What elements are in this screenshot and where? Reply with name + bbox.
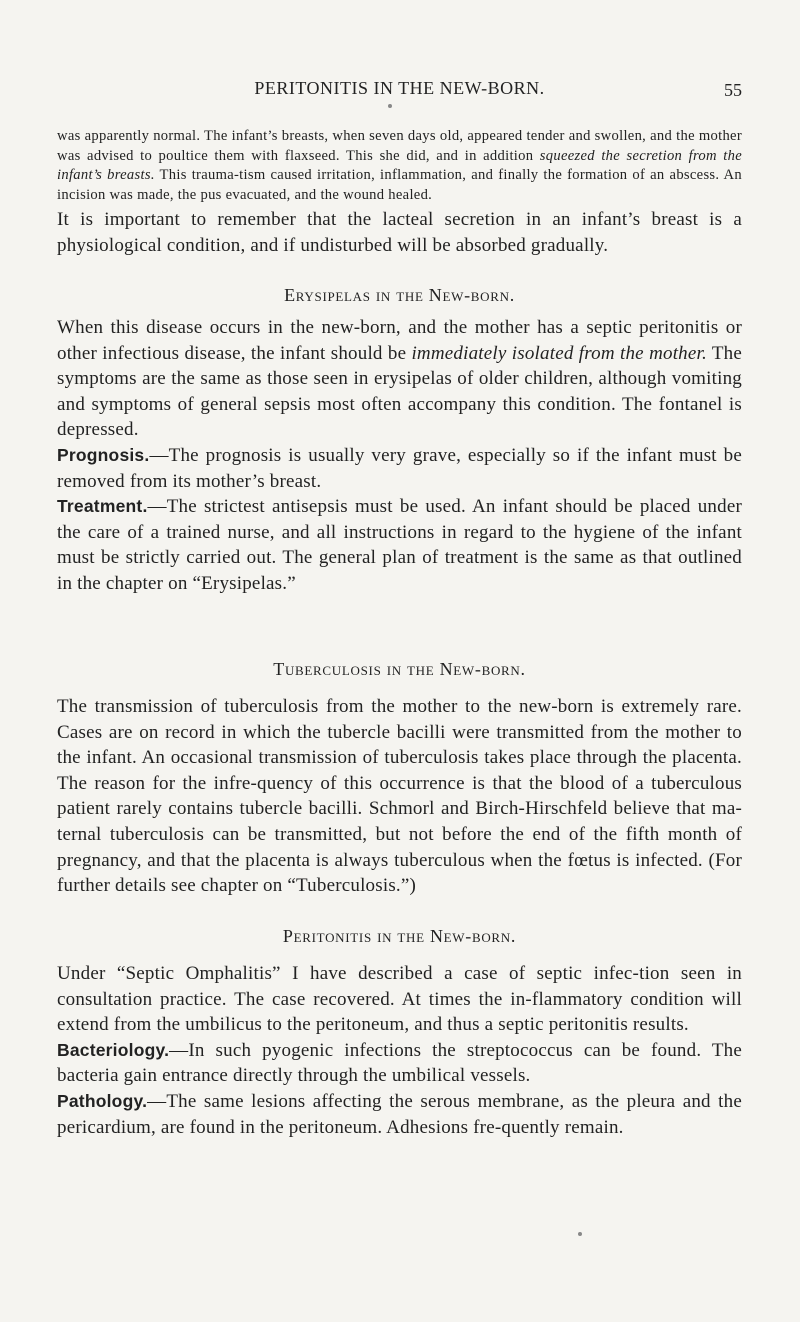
section-heading-tuberculosis: Tuberculosis in the New-born. (273, 659, 526, 679)
treatment-label: Treatment. (57, 496, 148, 517)
omphalitis-paragraph: Under “Septic Omphalitis” I have described a case of septic infec-tion seen in consultation practice. The case recovered. At times the in-flammatory condition will extend from the umbilicus to the peritoneum, and thus a septic peritonitis results. (57, 963, 742, 1036)
page-number: 55 (724, 80, 742, 100)
lacteal-paragraph: It is important to remember that the lacteal secretion in an infant’s breast is a physiological condition, and if undisturbed will be absorbed gradually. (57, 209, 742, 256)
bacteriology-label: Bacteriology. (57, 1039, 170, 1060)
isolation-emphasis: immediately isolated from the mother. (411, 342, 707, 364)
ink-speck (388, 104, 392, 108)
intro-text-1: was apparently normal. The infant’s breasts, when seven days old, appeared tender and swollen, and the mother was advised to poultice them with flaxseed. This she did, and in addition (57, 128, 742, 164)
erysipelas-paragraph: When this disease occurs in the new-born, and the mother has a septic peritonitis or other infectious disease, the infant should be immediately isolated from the mother. The symptoms are the same as those seen in erysipelas of older children, although vomiting and symptoms of general sepsis most often accompany this condition. The fontanel is depressed. (57, 317, 742, 441)
running-header (57, 78, 742, 104)
treatment-paragraph: Treatment.—The strictest antisepsis must be used. An infant should be placed under the care of a trained nurse, and all instructions in regard to the hygiene of the infant must be strictly carried out. The general plan of treatment is the same as that outlined in the chapter on “Erysipelas.” (57, 496, 742, 594)
prognosis-paragraph: Prognosis.—The prognosis is usually very grave, especially so if the infant must be removed from its mother’s breast. (57, 444, 742, 492)
pathology-paragraph: Pathology.—The same lesions affecting the serous membrane, as the pleura and the pericardium, are found in the peritoneum. Adhesions fre-quently remain. (57, 1090, 742, 1138)
intro-text-2: This trauma-tism caused irritation, inflammation, and finally the formation of an abscess. An incision was made, the pus evacuated, and the wound healed. (57, 167, 742, 203)
section-body-erysipelas (57, 315, 742, 597)
section-heading-peritonitis: Peritonitis in the New-born. (282, 926, 517, 946)
intro-emphasis: squeezed the secretion from the infant’s breasts. (57, 147, 742, 184)
running-title: PERITONITIS IN THE NEW-BORN. (254, 78, 545, 98)
section-body-tuberculosis (57, 694, 742, 899)
bacteriology-paragraph: Bacteriology.—In such pyogenic infections the streptococcus can be found. The bacteria gain entrance directly through the umbilical vessels. (57, 1039, 742, 1087)
pathology-label: Pathology. (57, 1090, 148, 1111)
intro-paragraph (57, 127, 742, 205)
tuberculosis-paragraph: The transmission of tuberculosis from the mother to the new-born is extremely rare. Cases are on record in which the tubercle bacilli were transmitted from the mother to the infant. An occasional transmission of tuberculosis takes place through the placenta. The reason for the infre-quency of this occurrence is that the blood of a tuberculous patient rarely contains tubercle bacilli. Schmorl and Birch-Hirschfeld believe that ma-ternal tuberculosis can be transmitted, but not before the end of the fifth month of pregnancy, and that the placenta is always tuberculous when the fœtus is infected. (For further details see chapter on “Tuberculosis.”) (57, 696, 742, 897)
ink-speck (578, 1232, 582, 1236)
section-heading-erysipelas: Erysipelas in the New-born. (284, 285, 515, 305)
prognosis-label: Prognosis. (57, 444, 150, 465)
section-body-peritonitis (57, 961, 742, 1140)
